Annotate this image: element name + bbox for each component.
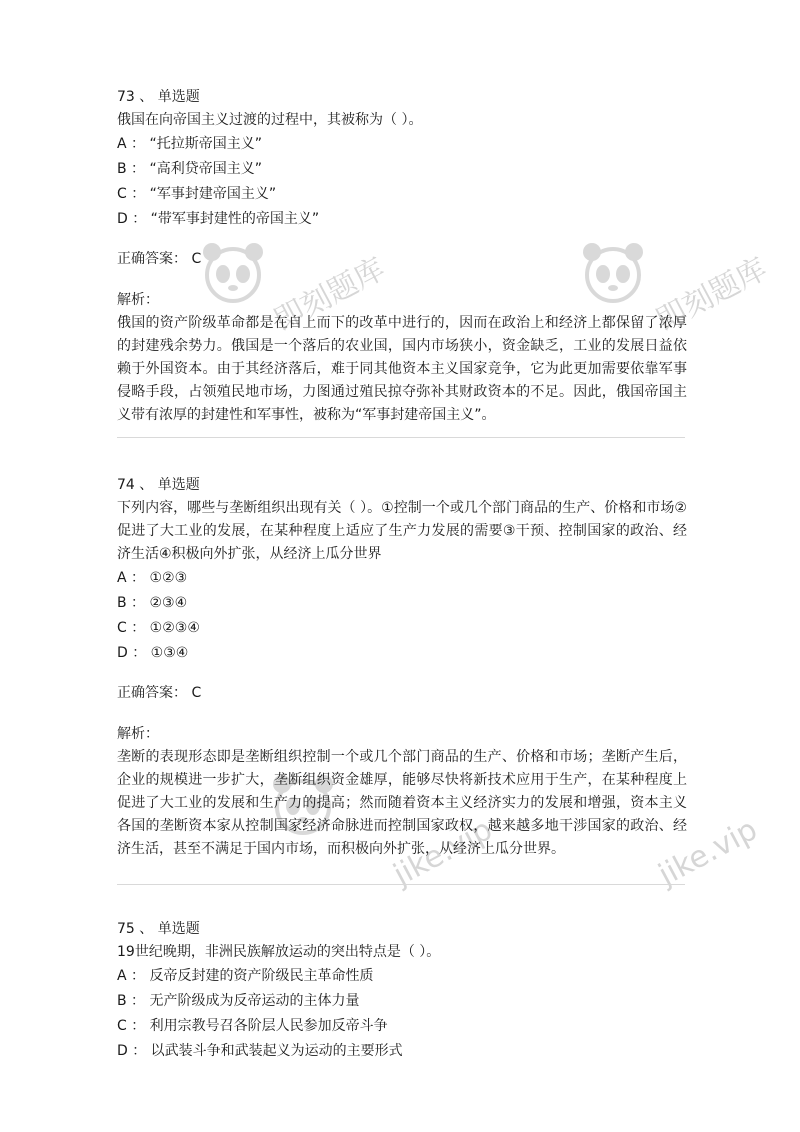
divider [117,884,685,885]
watermark-brand: 即刻题库 [650,251,773,339]
option-d: D ： “带军事封建性的帝国主义” [117,211,320,227]
option-c: C ： ①②③④ [117,620,200,636]
option-b: B ： ②③④ [117,595,188,611]
question-header: 73 、 单选题 [117,89,200,105]
analysis-text: 俄国的资产阶级革命都是在自上而下的改革中进行的，因而在政治上和经济上都保留了浓厚的封建残余势力。俄国是一个落后的农业国，国内市场狭小，资金缺乏，工业的发展日益依赖于外国资本。由于其经济落后，难于同其他资本主义国家竞争，它为此更加需要依靠军事侵略手段，占领殖民地市场，力图通过殖民掠夺弥补其财政资本的不足。因此，俄国帝国主义带有浓厚的封建性和军事性，被称为“军事封建帝国主义”。 [117,315,687,423]
question-header: 74 、 单选题 [117,477,200,493]
option-b: B ： 无产阶级成为反帝运动的主体力量 [117,993,360,1009]
watermark-url: jike.vip [652,812,764,893]
correct-answer: 正确答案： C [117,251,202,267]
question-75 [117,918,687,1064]
question-stem: 19世纪晚期，非洲民族解放运动的突出特点是（ ）。 [117,944,441,960]
correct-answer: 正确答案： C [117,685,202,701]
option-a: A ： ①②③ [117,570,188,586]
analysis-label: 解析： [117,292,159,308]
question-74 [117,474,687,861]
option-d: D ： 以武装斗争和武装起义为运动的主要形式 [117,1043,403,1059]
analysis-label: 解析： [117,726,159,742]
option-c: C ： 利用宗教号召各阶层人民参加反帝斗争 [117,1018,388,1034]
option-c: C ： “军事封建帝国主义” [117,186,277,202]
question-header: 75 、 单选题 [117,921,200,937]
option-b: B ： “高利贷帝国主义” [117,161,263,177]
analysis-text: 垄断的表现形态即是垄断组织控制一个或几个部门商品的生产、价格和市场；垄断产生后，企业的规模进一步扩大，垄断组织资金雄厚，能够尽快将新技术应用于生产，在某种程度上促进了大工业的发展和生产力的提高；然而随着资本主义经济实力的发展和增强，资本主义各国的垄断资本家从控制国家经济命脉进而控制国家政权，越来越多地干涉国家的政治、经济生活，甚至不满足于国内市场，而积极向外扩张，从经济上瓜分世界。 [117,749,687,857]
option-a: A ： “托拉斯帝国主义” [117,136,262,152]
question-stem: 俄国在向帝国主义过渡的过程中，其被称为（ ）。 [117,112,423,128]
watermark-brand: 即刻题库 [268,251,391,339]
question-73 [117,86,687,427]
option-d: D ： ①③④ [117,645,189,661]
divider [117,437,685,438]
option-a: A ： 反帝反封建的资产阶级民主革命性质 [117,968,374,984]
question-stem: 下列内容，哪些与垄断组织出现有关（ ）。①控制一个或几个部门商品的生产、价格和市场②促进了大工业的发展，在某种程度上适应了生产力发展的需要③干预、控制国家的政治、经济生活④积极向外扩张，从经济上瓜分世界 [117,500,687,562]
watermark-url: jike.vip [387,812,499,893]
